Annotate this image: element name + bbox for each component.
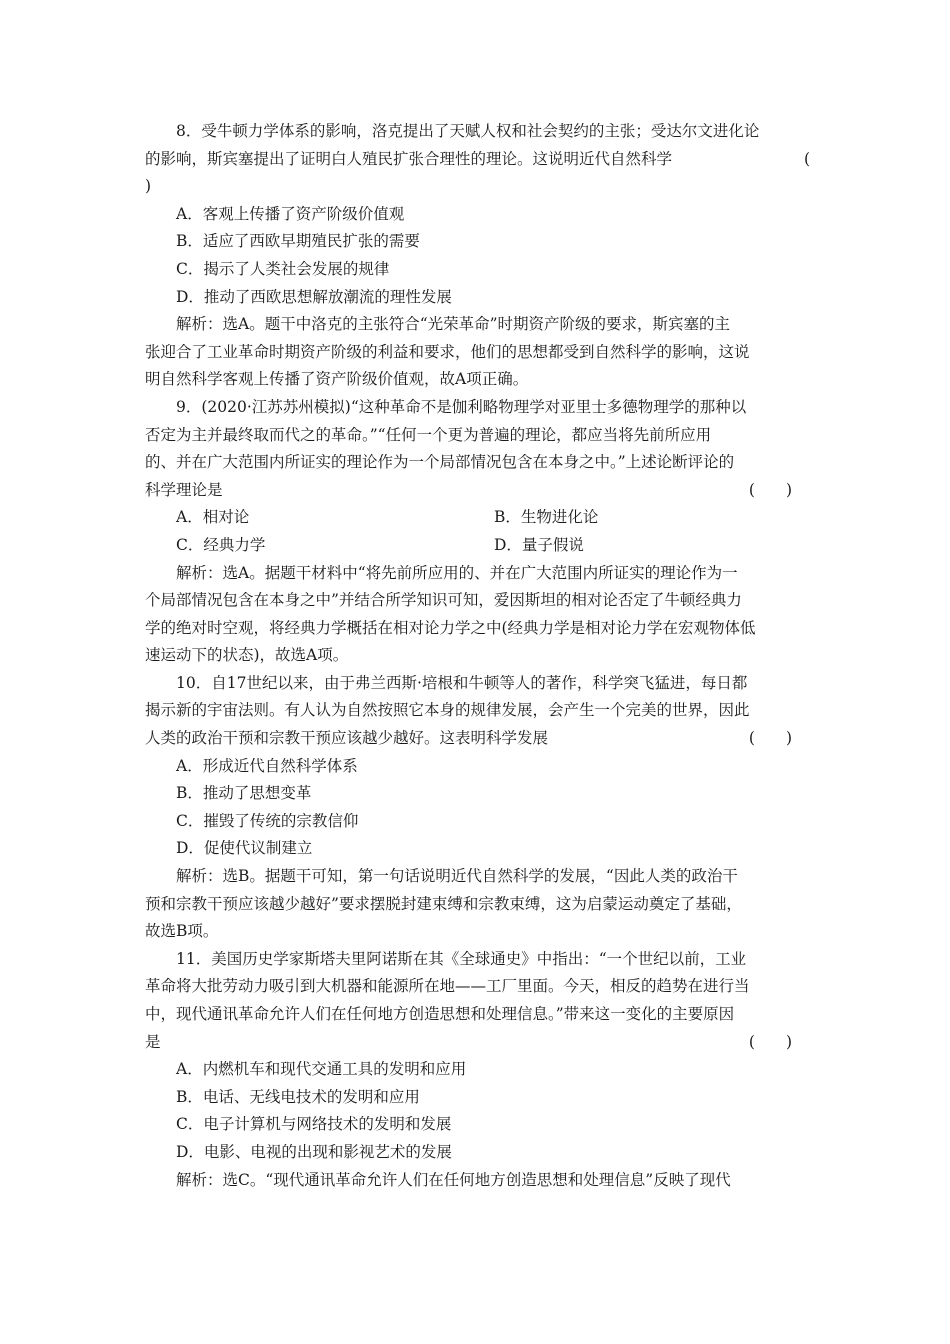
option-a: A．内燃机车和现代交通工具的发明和应用 <box>176 1060 467 1079</box>
analysis-line: 故选B项。 <box>145 922 219 941</box>
question-9 <box>145 394 810 670</box>
analysis-line: 解析：选A。题干中洛克的主张符合“光荣革命”时期资产阶级的要求，斯宾塞的主 <box>176 315 731 334</box>
question-stem-line <box>145 1029 810 1057</box>
option-d: D．量子假说 <box>494 535 584 554</box>
question-stem-line: 揭示新的宇宙法则。有人认为自然按照它本身的规律发展，会产生一个完美的世界，因此 <box>145 701 750 720</box>
analysis-line: 速运动下的状态)，故选A项。 <box>145 646 349 665</box>
question-stem-line: 9．(2020·江苏苏州模拟)“这种革命不是伽利略物理学对亚里士多德物理学的那种以 <box>176 397 747 416</box>
question-stem-text: 人类的政治干预和宗教干预应该越少越好。这表明科学发展 <box>145 729 549 748</box>
document-page <box>145 118 810 1194</box>
analysis-line: 张迎合了工业革命时期资产阶级的利益和要求，他们的思想都受到自然科学的影响，这说 <box>145 342 750 361</box>
option-a: A．形成近代自然科学体系 <box>176 756 358 775</box>
analysis-line: 个局部情况包含在本身之中”并结合所学知识可知，爱因斯坦的相对论否定了牛顿经典力 <box>145 591 742 610</box>
question-stem-line: 中，现代通讯革命允许人们在任何地方创造思想和处理信息。”带来这一变化的主要原因 <box>145 1005 735 1023</box>
analysis-line: 学的绝对时空观，将经典力学概括在相对论力学之中(经典力学是相对论力学在宏观物体低 <box>145 618 756 637</box>
answer-paren: ( ) <box>748 729 792 748</box>
question-stem-text: 科学理论是 <box>145 480 223 499</box>
option-d: D．促使代议制建立 <box>176 839 313 858</box>
option-c: C．摧毁了传统的宗教信仰 <box>176 811 359 830</box>
option-b: B．生物进化论 <box>494 508 599 527</box>
question-stem-line: 否定为主并最终取而代之的革命。”“任何一个更为普遍的理论，都应当将先前所应用 <box>145 425 712 444</box>
option-c: C．电子计算机与网络技术的发明和发展 <box>176 1115 452 1134</box>
analysis-line: 解析：选C。“现代通讯革命允许人们在任何地方创造思想和处理信息”反映了现代 <box>176 1170 731 1189</box>
question-stem-line <box>145 477 810 505</box>
question-stem-line <box>145 725 810 753</box>
question-8 <box>145 118 810 394</box>
option-b: B．电话、无线电技术的发明和应用 <box>176 1087 420 1106</box>
question-stem-line <box>145 146 810 174</box>
question-stem-text: 是 <box>145 1032 161 1051</box>
question-11 <box>145 946 810 1194</box>
options-row <box>145 532 810 560</box>
options-row <box>145 504 810 532</box>
question-10 <box>145 670 810 946</box>
analysis-line: 预和宗教干预应该越少越好”要求摆脱封建束缚和宗教束缚，这为启蒙运动奠定了基础， <box>145 894 742 913</box>
option-a: A．客观上传播了资产阶级价值观 <box>176 204 405 223</box>
question-stem-line: 的、并在广大范围内所证实的理论作为一个局部情况包含在本身之中。”上述论断评论的 <box>145 453 735 472</box>
option-c: C．经典力学 <box>176 535 266 554</box>
option-d: D．电影、电视的出现和影视艺术的发展 <box>176 1142 452 1161</box>
option-d: D．推动了西欧思想解放潮流的理性发展 <box>176 287 452 306</box>
answer-paren-open: ( <box>803 149 810 168</box>
question-stem-line: 10．自17世纪以来，由于弗兰西斯·培根和牛顿等人的著作，科学突飞猛进，每日都 <box>176 673 748 692</box>
option-c: C．揭示了人类社会发展的规律 <box>176 259 390 278</box>
answer-paren: ( ) <box>748 1032 792 1051</box>
answer-paren: ( ) <box>748 480 792 499</box>
question-stem-line: 8．受牛顿力学体系的影响，洛克提出了天赋人权和社会契约的主张；受达尔文进化论 <box>176 122 760 140</box>
question-stem-line: 11．美国历史学家斯塔夫里阿诺斯在其《全球通史》中指出：“一个世纪以前，工业 <box>176 949 747 968</box>
question-stem-line: 革命将大批劳动力吸引到大机器和能源所在地——工厂里面。今天，相反的趋势在进行当 <box>145 977 750 996</box>
analysis-line: 解析：选A。据题干材料中“将先前所应用的、并在广大范围内所证实的理论作为一 <box>176 563 738 582</box>
analysis-line: 明自然科学客观上传播了资产阶级价值观，故A项正确。 <box>145 370 529 389</box>
analysis-line: 解析：选B。据题干可知，第一句话说明近代自然科学的发展，“因此人类的政治干 <box>176 867 738 886</box>
question-stem-text: 的影响，斯宾塞提出了证明白人殖民扩张合理性的理论。这说明近代自然科学 <box>145 149 673 168</box>
question-stem-line: ) <box>145 177 152 196</box>
option-b: B．适应了西欧早期殖民扩张的需要 <box>176 232 420 251</box>
option-a: A．相对论 <box>176 508 250 527</box>
option-b: B．推动了思想变革 <box>176 784 312 803</box>
